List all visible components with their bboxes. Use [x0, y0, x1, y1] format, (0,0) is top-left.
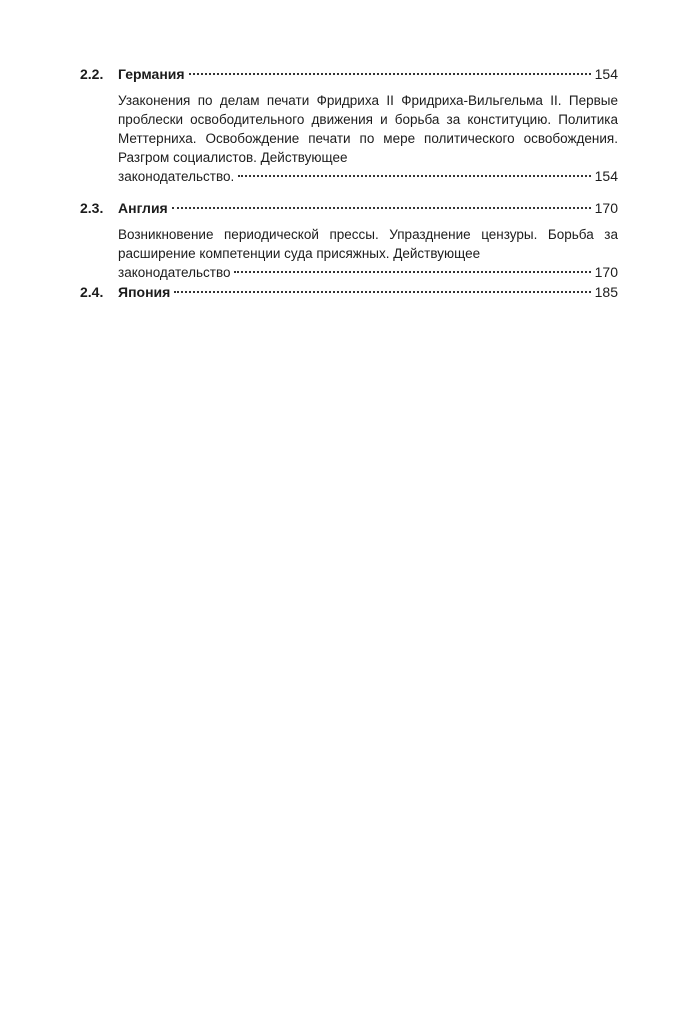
page-number: 154: [594, 168, 618, 184]
description-end: законодательство.: [118, 169, 235, 184]
dot-leader: [238, 175, 590, 177]
section-number: 2.3.: [80, 200, 104, 216]
description-text: Возникновение периодической прессы. Упразднение цензуры. Борьба за расширение компетенции суда присяжных. Действующее: [118, 227, 618, 261]
dot-leader: [234, 271, 590, 273]
page-number: 170: [594, 200, 618, 216]
dot-leader: [174, 291, 590, 293]
page-number: 154: [594, 66, 618, 82]
section-description: [80, 91, 618, 186]
section-number: 2.4.: [80, 284, 104, 300]
dot-leader: [189, 73, 591, 75]
section-description: [80, 225, 618, 282]
table-of-contents: [80, 64, 618, 302]
description-end: законодательство: [118, 265, 231, 280]
description-text: Узаконения по делам печати Фридриха II Фридриха-Вильгельма II. Первые проблески освободительного движения и борьба за конституцию. Политика Меттерниха. Освобождение печати по мере политического освобождения. Разгром социалистов. Действующее: [118, 93, 618, 165]
page-number: 185: [594, 284, 618, 300]
description-last-line: [118, 263, 618, 282]
toc-entry-germany[interactable]: [80, 64, 618, 84]
toc-entry-japan[interactable]: [80, 282, 618, 302]
section-title: Япония: [118, 284, 171, 300]
toc-entry-england[interactable]: [80, 198, 618, 218]
section-title: Германия: [118, 66, 185, 82]
section-number: 2.2.: [80, 66, 104, 82]
page-number: 170: [594, 264, 618, 280]
section-title: Англия: [118, 200, 168, 216]
dot-leader: [172, 207, 591, 209]
description-last-line: [118, 167, 618, 186]
